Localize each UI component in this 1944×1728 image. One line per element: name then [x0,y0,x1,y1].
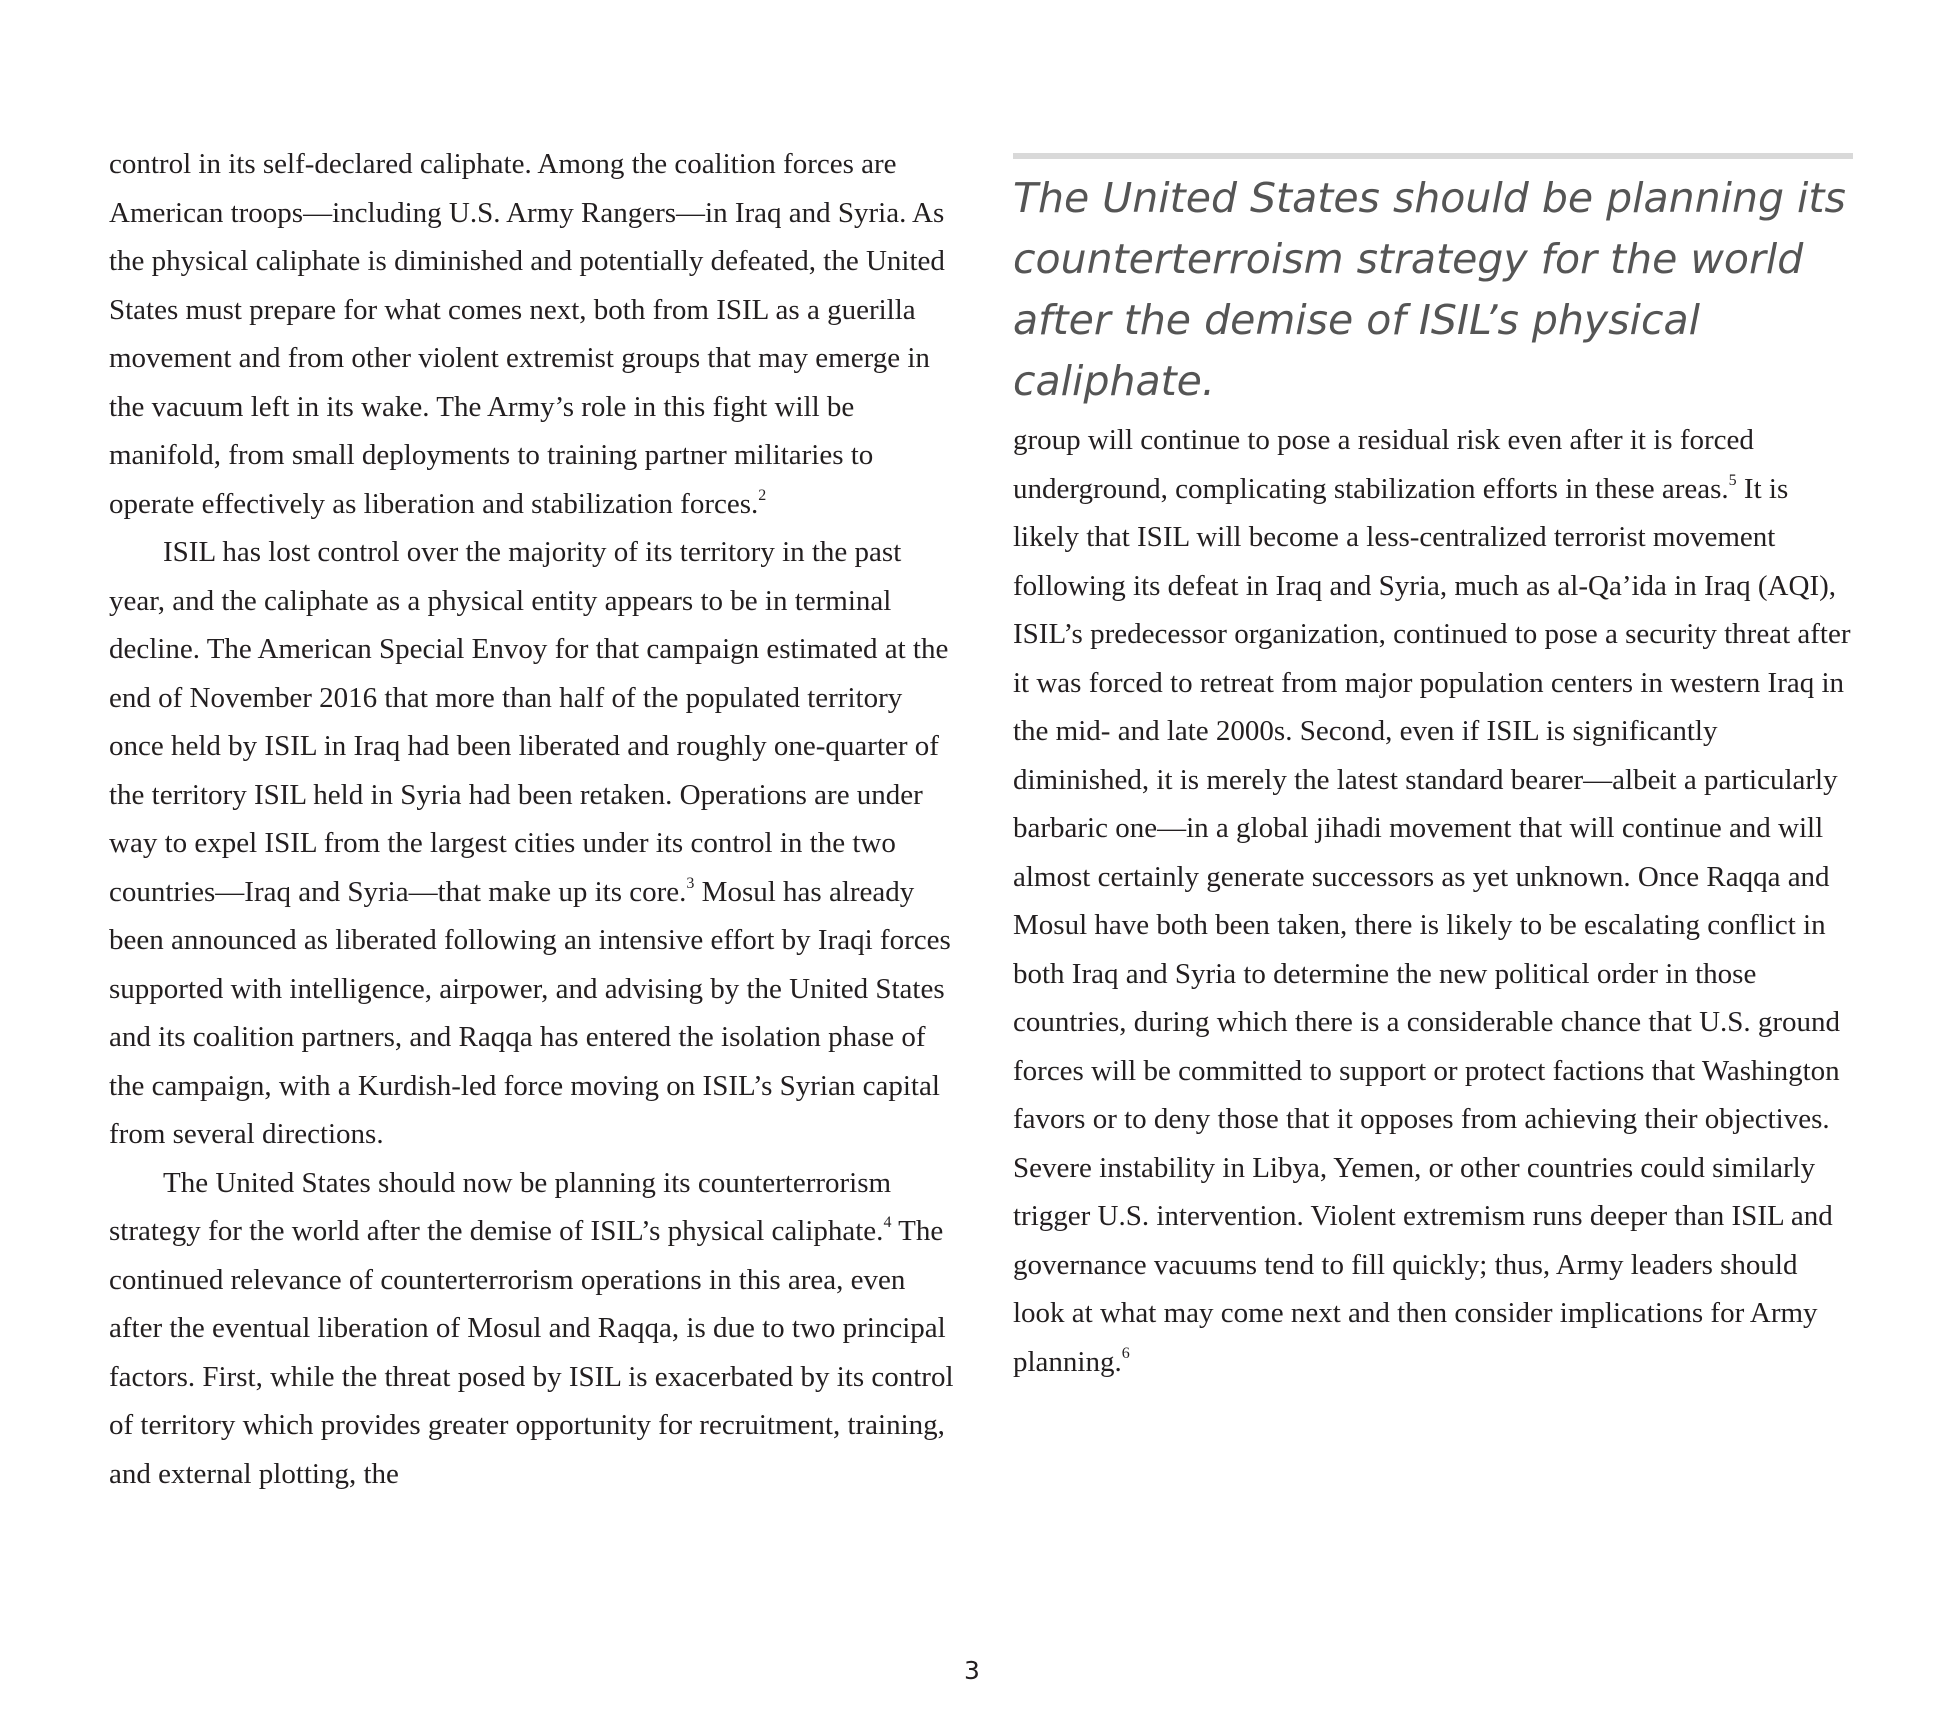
paragraph [109,528,954,1159]
footnote-ref[interactable]: 2 [758,486,767,504]
footnote-ref[interactable]: 6 [1121,1344,1130,1362]
paragraph-text: group will continue to pose a residual risk even after it is forced underground, complicating stabilization efforts in these areas. [1013,424,1754,505]
paragraph [109,1159,954,1499]
pull-quote-rule [1013,153,1853,159]
left-column [109,140,954,1498]
paragraph-text: The United States should now be planning its counterterrorism strategy for the world after the demise of ISIL’s physical caliphate. [109,1166,892,1247]
paragraph-text: Mosul has already been announced as liberated following an intensive effort by Iraqi forces supported with intelligence, airpower, and advising by the United States and its coalition partners, and Raqqa has entered the isolation phase of the campaign, with a Kurdish-led force moving on ISIL’s Syrian capital from several directions. [109,875,951,1150]
footnote-ref[interactable]: 5 [1728,471,1737,489]
right-column [1013,416,1853,1386]
pull-quote: The United States should be planning its counterterroism strategy for the world after the demise of ISIL’s physical caliphate. [1013,174,1846,405]
paragraph-text: control in its self-declared caliphate. Among the coalition forces are American troops—including U.S. Army Rangers—in Iraq and Syria. As the physical caliphate is diminished and potentially defeated, the United States must prepare for what comes next, both from ISIL as a guerilla movement and from other violent extremist groups that may emerge in the vacuum left in its wake. The Army’s role in this fight will be manifold, from small deployments to training partner militaries to operate effectively as liberation and stabilization forces. [109,148,945,520]
paragraph-text: ISIL has lost control over the majority of its territory in the past year, and the caliphate as a physical entity appears to be in terminal decline. The American Special Envoy for that campaign estimated at the end of November 2016 that more than half of the populated territory once held by ISIL in Iraq had been liberated and roughly one-quarter of the territory ISIL held in Syria had been retaken. Operations are under way to expel ISIL from the largest cities under its control in the two countries—Iraq and Syria—that make up its core. [109,536,949,908]
paragraph-text: The continued relevance of counterterrorism operations in this area, even after the eventual liberation of Mosul and Raqqa, is due to two principal factors. First, while the threat posed by ISIL is exacerbated by its control of territory which provides greater opportunity for recruitment, training, and external plotting, the [109,1215,954,1490]
paragraph [1013,416,1853,1386]
footnote-ref[interactable]: 3 [686,874,695,892]
paragraph [109,140,954,528]
footnote-ref[interactable]: 4 [883,1214,892,1232]
paragraph-text: It is likely that ISIL will become a less-centralized terrorist movement following its defeat in Iraq and Syria, much as al-Qa’ida in Iraq (AQI), ISIL’s predecessor organization, continued to pose a security threat after it was forced to retreat from major population centers in western Iraq in the mid- and late 2000s. Second, even if ISIL is significantly diminished, it is merely the latest standard bearer—albeit a particularly barbaric one—in a global jihadi movement that will continue and will almost certainly generate successors as yet unknown. Once Raqqa and Mosul have both been taken, there is likely to be escalating conflict in both Iraq and Syria to determine the new political order in those countries, during which there is a considerable chance that U.S. ground forces will be committed to support or protect factions that Washington favors or to deny those that it opposes from achieving their objectives. Severe instability in Libya, Yemen, or other countries could similarly trigger U.S. intervention. Violent extremism runs deeper than ISIL and governance vacuums tend to fill quickly; thus, Army leaders should look at what may come next and then consider implications for Army planning. [1013,472,1851,1378]
page-number: 3 [964,1656,980,1685]
